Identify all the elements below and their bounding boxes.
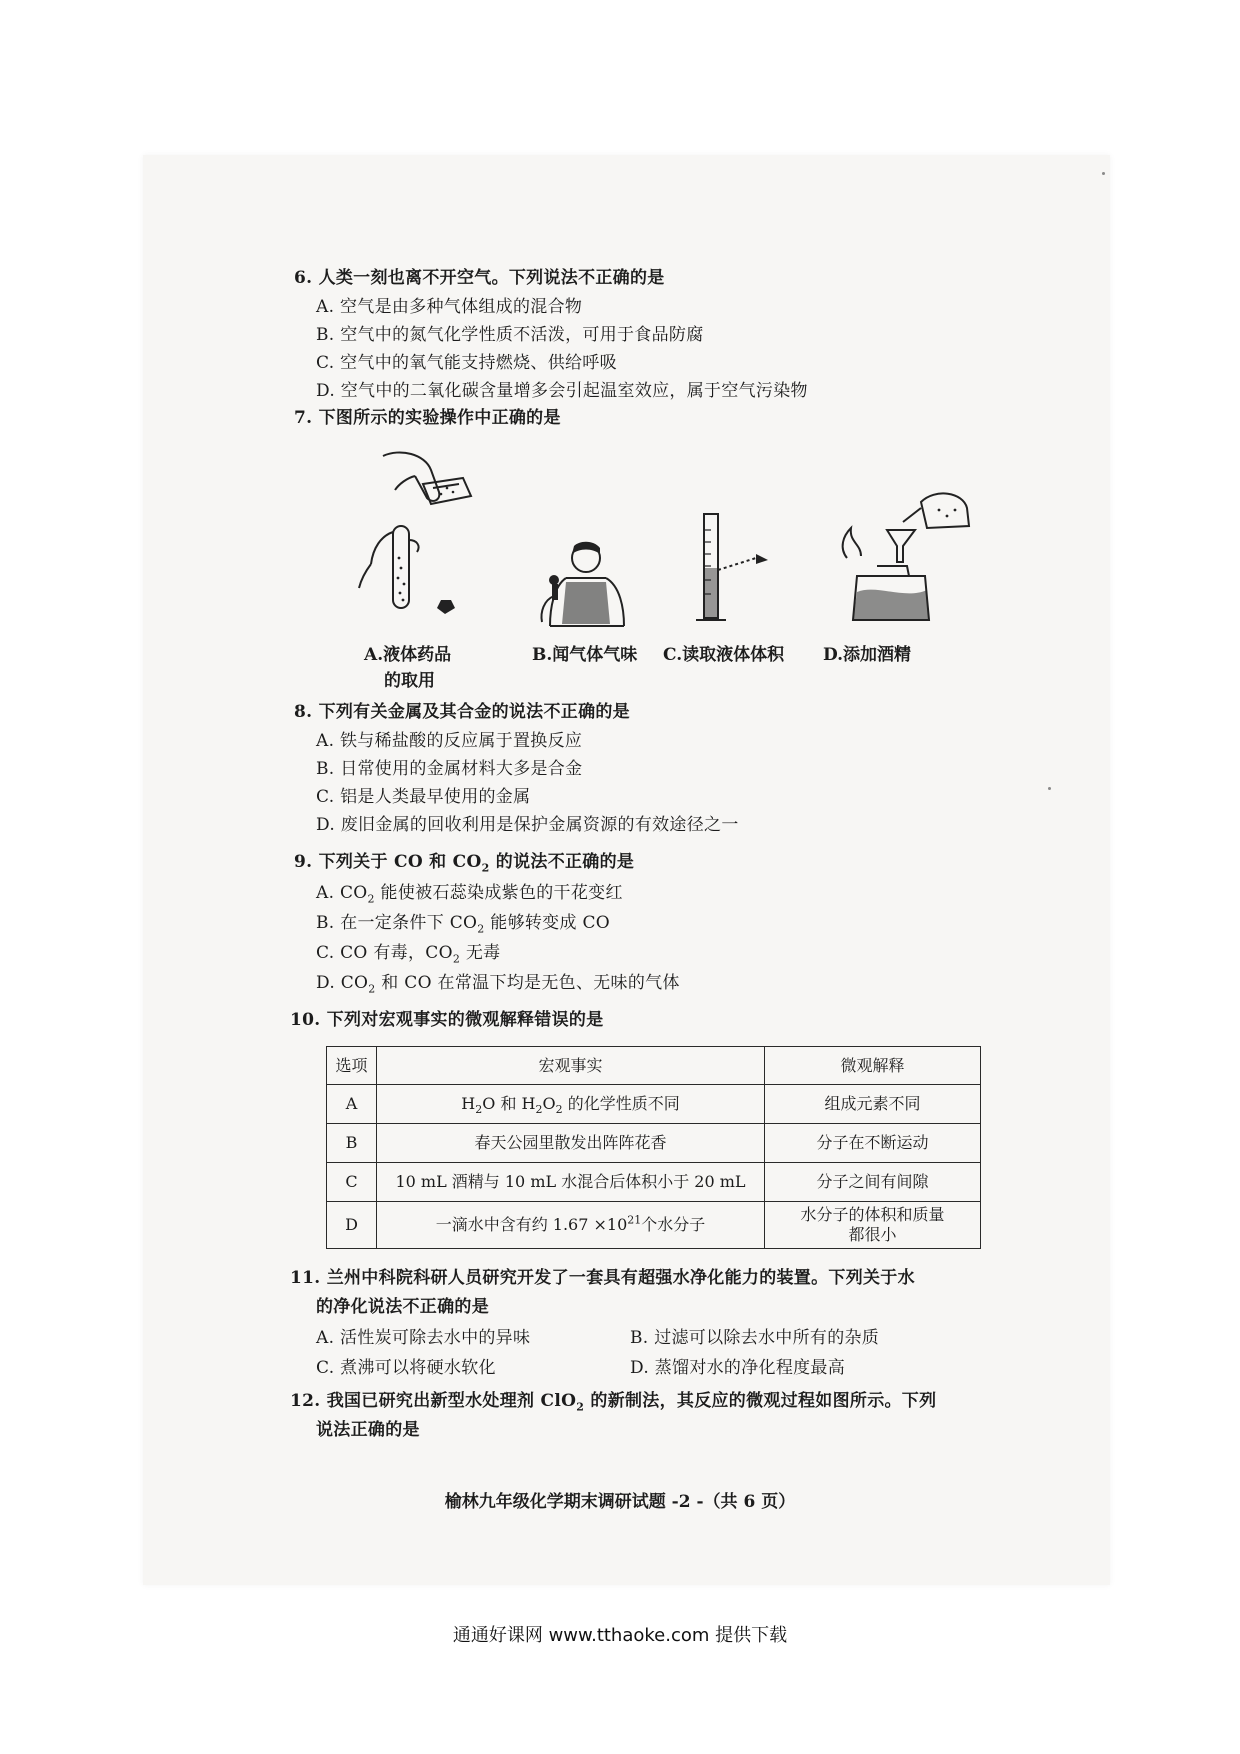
figure-liquid-pouring	[355, 448, 500, 623]
table-cell-option: B	[327, 1124, 377, 1163]
table-cell-fact: 春天公园里散发出阵阵花香	[377, 1124, 765, 1163]
question-7-stem: 7. 下图所示的实验操作中正确的是	[294, 408, 561, 428]
question-8-option-d: D. 废旧金属的回收利用是保护金属资源的有效途径之一	[316, 815, 739, 835]
question-8-option-a: A. 铁与稀盐酸的反应属于置换反应	[316, 731, 583, 751]
question-11-option-c: C. 煮沸可以将硬水软化	[316, 1358, 496, 1378]
question-12-stem-line2: 说法正确的是	[316, 1420, 420, 1440]
table-cell-option: D	[327, 1202, 377, 1249]
table-cell-explanation: 水分子的体积和质量 都很小	[765, 1202, 981, 1249]
question-11-option-a: A. 活性炭可除去水中的异味	[316, 1328, 531, 1348]
table-cell-explanation: 分子在不断运动	[765, 1124, 981, 1163]
question-9-option-a: A. $CO_2$ 能使被石蕊染成紫色的干花变红	[316, 883, 623, 906]
question-11-option-d: D. 蒸馏对水的净化程度最高	[630, 1358, 846, 1378]
question-6-stem: 6. 人类一刻也离不开空气。下列说法不正确的是	[294, 268, 665, 288]
q10-table	[326, 1046, 981, 1249]
question-6-option-d: D. 空气中的二氧化碳含量增多会引起温室效应，属于空气污染物	[316, 381, 808, 401]
table-header: 宏观事实	[377, 1047, 765, 1085]
question-8-stem: 8. 下列有关金属及其合金的说法不正确的是	[294, 702, 630, 722]
figure-smelling-gas	[536, 538, 636, 630]
question-6-option-b: B. 空气中的氮气化学性质不活泼，可用于食品防腐	[316, 325, 704, 345]
figure-d-caption: D.添加酒精	[823, 645, 912, 665]
table-cell-option: A	[327, 1085, 377, 1124]
download-credit: 通通好课网 www.tthaoke.com 提供下载	[452, 1625, 788, 1646]
question-10-stem: 10. 下列对宏观事实的微观解释错误的是	[290, 1010, 604, 1030]
table-row	[327, 1202, 981, 1249]
figure-a-caption-line2: 的取用	[384, 671, 435, 691]
figure-b-caption: B.闻气体气味	[532, 645, 638, 665]
table-cell-fact: 一滴水中含有约 $1.67 \times 10^{21}$个水分子	[377, 1202, 765, 1249]
question-6-option-a: A. 空气是由多种气体组成的混合物	[316, 297, 583, 317]
table-row	[327, 1124, 981, 1163]
table-row	[327, 1085, 981, 1124]
table-cell-explanation: 组成元素不同	[765, 1085, 981, 1124]
question-9-option-d: D. $CO_2$ 和 CO 在常温下均是无色、无味的气体	[316, 973, 680, 996]
question-8-option-c: C. 铝是人类最早使用的金属	[316, 787, 531, 807]
table-header: 选项	[327, 1047, 377, 1085]
table-row	[327, 1163, 981, 1202]
question-9-option-c: C. CO 有毒，$CO_2$ 无毒	[316, 943, 501, 966]
page-footer: 榆林九年级化学期末调研试题 -2 -（共 6 页）	[444, 1492, 796, 1512]
table-cell-fact: 10 mL 酒精与 10 mL 水混合后体积小于 20 mL	[377, 1163, 765, 1202]
table-cell-fact: $H_2O$ 和 $H_2O_2$ 的化学性质不同	[377, 1085, 765, 1124]
figure-alcohol-lamp	[817, 488, 987, 628]
question-6-option-c: C. 空气中的氧气能支持燃烧、供给呼吸	[316, 353, 617, 373]
figure-a-caption-line1: A.液体药品	[364, 645, 452, 665]
table-header-row	[327, 1047, 981, 1085]
question-11-stem-line2: 的净化说法不正确的是	[316, 1297, 489, 1317]
figure-graduated-cylinder	[694, 510, 782, 628]
question-11-option-b: B. 过滤可以除去水中所有的杂质	[630, 1328, 880, 1348]
question-12-stem-line1: 12. 我国已研究出新型水处理剂 ClO$_2$ 的新制法，其反应的微观过程如图所示。下列	[290, 1391, 937, 1414]
scan-speck	[1048, 787, 1051, 790]
figure-c-caption: C.读取液体体积	[663, 645, 785, 665]
question-11-stem-line1: 11. 兰州中科院科研人员研究开发了一套具有超强水净化能力的装置。下列关于水	[290, 1268, 915, 1288]
question-9-stem: 9. 下列关于 CO 和 $CO_2$ 的说法不正确的是	[294, 852, 635, 875]
scan-speck	[1102, 172, 1105, 175]
table-header: 微观解释	[765, 1047, 981, 1085]
question-8-option-b: B. 日常使用的金属材料大多是合金	[316, 759, 583, 779]
table-cell-option: C	[327, 1163, 377, 1202]
table-cell-explanation: 分子之间有间隙	[765, 1163, 981, 1202]
question-9-option-b: B. 在一定条件下 $CO_2$ 能够转变成 CO	[316, 913, 611, 936]
